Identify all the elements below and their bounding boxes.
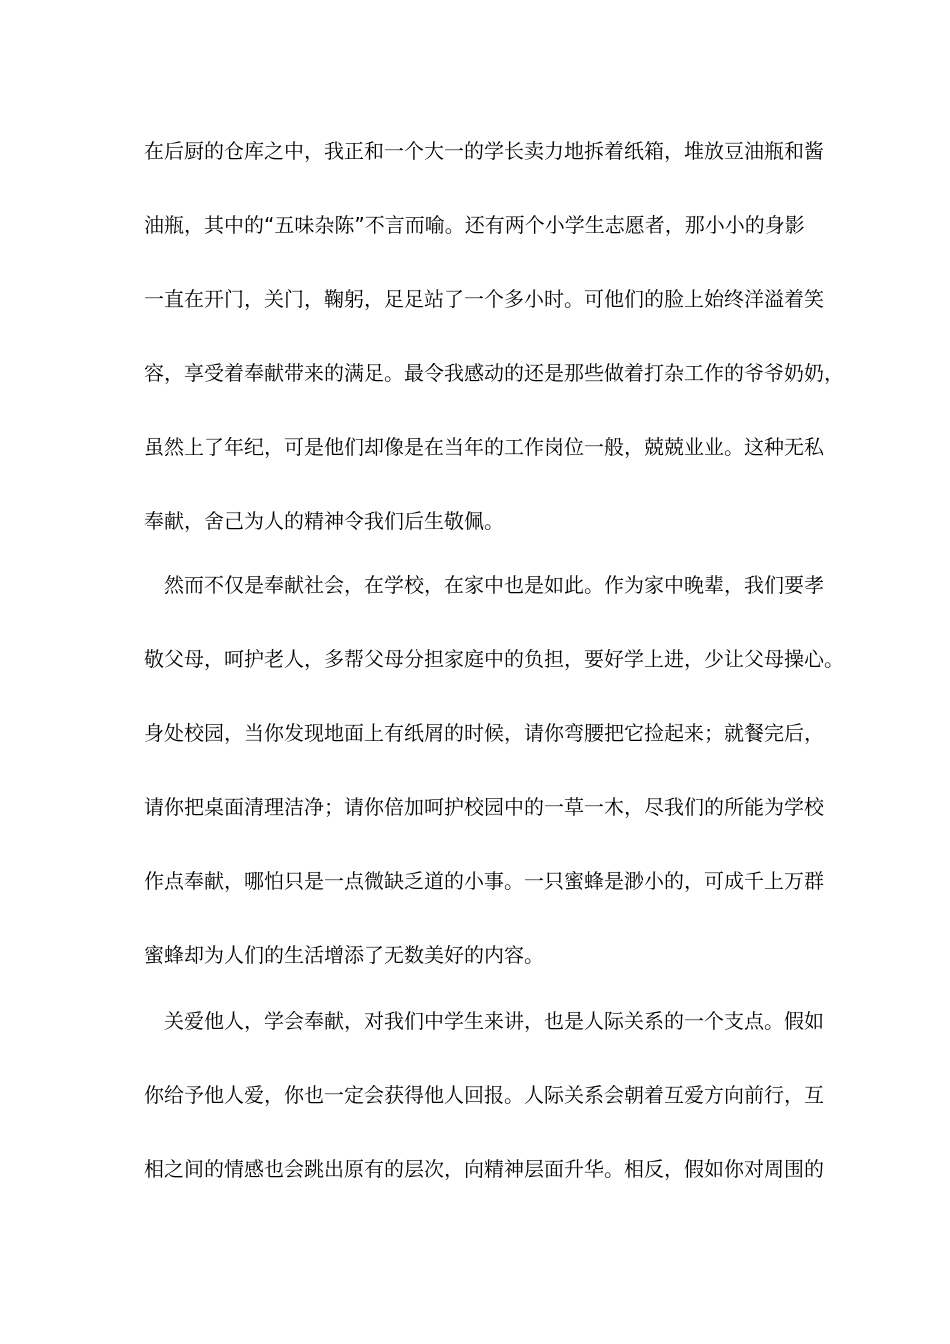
text-line: 一直在开门，关门，鞠躬，足足站了一个多小时。可他们的脸上始终洋溢着笑 xyxy=(144,287,824,311)
text-line: 然而不仅是奉献社会，在学校，在家中也是如此。作为家中晚辈，我们要孝 xyxy=(144,573,824,597)
text-line: 作点奉献，哪怕只是一点微缺乏道的小事。一只蜜蜂是渺小的，可成千上万群 xyxy=(144,869,824,893)
text-line: 油瓶，其中的“五味杂陈”不言而喻。还有两个小学生志愿者，那小小的身影 xyxy=(144,213,805,237)
text-line: 身处校园，当你发现地面上有纸屑的时候，请你弯腰把它捡起来；就餐完后， xyxy=(144,721,824,745)
text-line: 你给予他人爱，你也一定会获得他人回报。人际关系会朝着互爱方向前行，互 xyxy=(144,1083,824,1107)
text-line: 容，享受着奉献带来的满足。最令我感动的还是那些做着打杂工作的爷爷奶奶， xyxy=(144,361,844,385)
text-line: 敬父母，呵护老人，多帮父母分担家庭中的负担，要好学上进，少让父母操心。 xyxy=(144,647,844,671)
text-line: 奉献，舍己为人的精神令我们后生敬佩。 xyxy=(144,509,504,533)
text-line: 相之间的情感也会跳出原有的层次，向精神层面升华。相反，假如你对周围的 xyxy=(144,1157,824,1181)
text-line: 蜜蜂却为人们的生活增添了无数美好的内容。 xyxy=(144,943,544,967)
text-line: 虽然上了年纪，可是他们却像是在当年的工作岗位一般，兢兢业业。这种无私 xyxy=(144,435,824,459)
text-line: 在后厨的仓库之中，我正和一个大一的学长卖力地拆着纸箱，堆放豆油瓶和酱 xyxy=(144,139,824,163)
text-line: 关爱他人，学会奉献，对我们中学生来讲，也是人际关系的一个支点。假如 xyxy=(144,1009,824,1033)
text-line: 请你把桌面清理洁净；请你倍加呵护校园中的一草一木，尽我们的所能为学校 xyxy=(144,795,824,819)
